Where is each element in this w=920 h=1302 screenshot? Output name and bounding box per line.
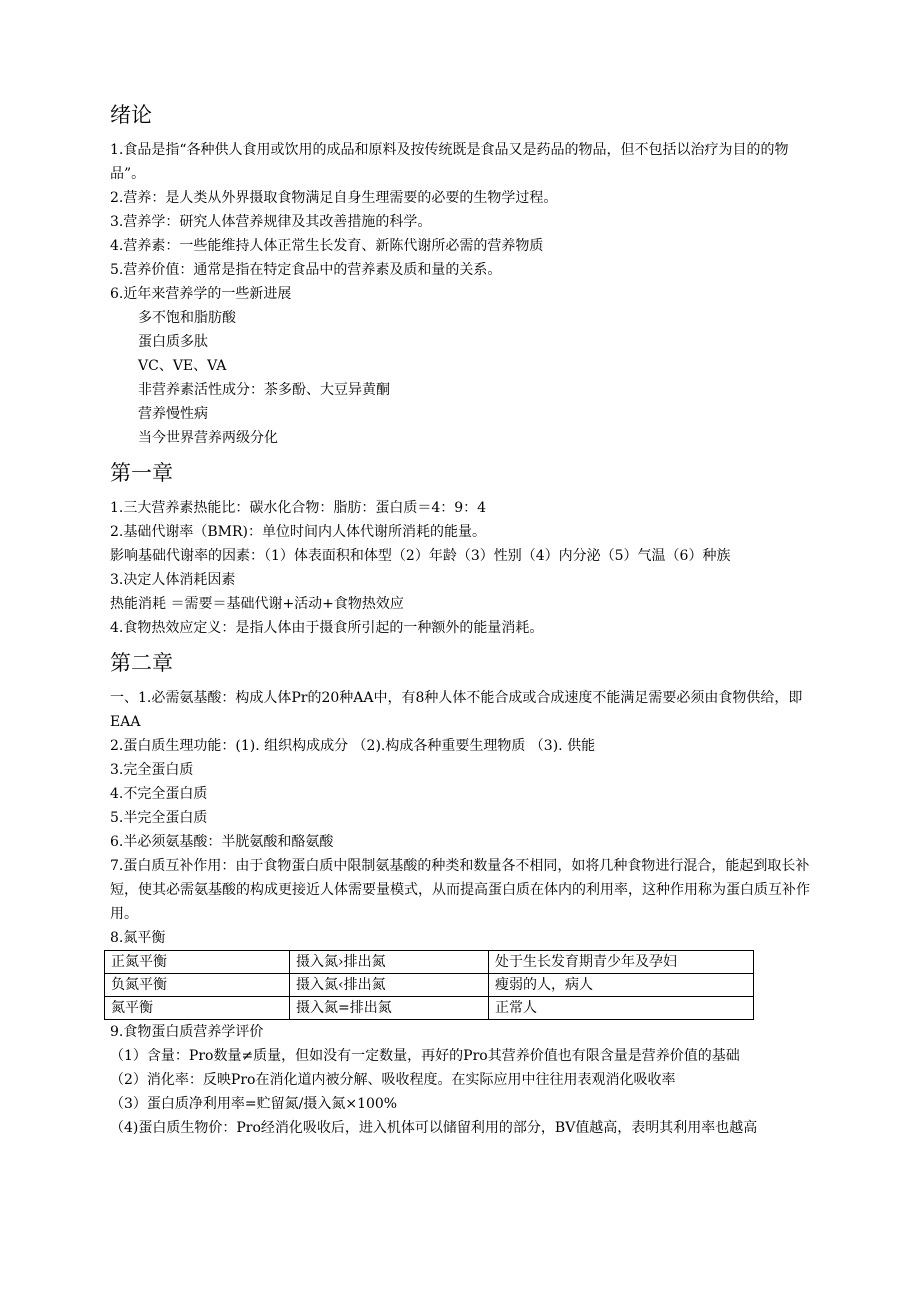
chapter2-item-8: 8.氮平衡: [110, 930, 166, 946]
intro-sub-item-2: 蛋白质多肽: [138, 334, 208, 350]
table-cell: 正氮平衡: [105, 951, 290, 974]
chapter2-after-item-1: 9.食物蛋白质营养学评价: [110, 1024, 264, 1040]
document-page: [110, 92, 815, 1140]
chapter1-item-5: 热能消耗 ＝需要＝基础代谢+活动+食物热效应: [110, 596, 404, 612]
table-row: [105, 974, 754, 997]
chapter2-after-item-3: （2）消化率：反映Pro在消化道内被分解、吸收程度。在实际应用中往往用表观消化吸收率: [110, 1072, 676, 1088]
chapter1-heading: 第一章: [110, 461, 173, 485]
intro-sub-item-4: 非营养素活性成分：茶多酚、大豆异黄酮: [138, 382, 390, 398]
table-row: [105, 951, 754, 974]
intro-item-2: 2.营养：是人类从外界摄取食物满足自身生理需要的必要的生物学过程。: [110, 190, 558, 206]
chapter1-item-4: 3.决定人体消耗因素: [110, 572, 236, 588]
table-cell: 摄入氮=排出氮: [290, 997, 489, 1020]
chapter2-after-item-4: （3）蛋白质净利用率=贮留氮/摄入氮×100%: [110, 1096, 398, 1112]
chapter2-item-6: 6.半必须氨基酸：半胱氨酸和酪氨酸: [110, 834, 334, 850]
intro-item-3: 3.营养学：研究人体营养规律及其改善措施的科学。: [110, 214, 432, 230]
intro-sub-item-3: VC、VE、VA: [138, 358, 227, 374]
chapter1-item-2: 2.基础代谢率（BMR)：单位时间内人体代谢所消耗的能量。: [110, 524, 486, 540]
intro-sub-item-1: 多不饱和脂肪酸: [138, 310, 236, 326]
table-cell: 负氮平衡: [105, 974, 290, 997]
intro-item-1: 1.食品是指“各种供人食用或饮用的成品和原料及按传统既是食品又是药品的物品，但不包括以治疗为目的的物品”。: [110, 142, 789, 182]
chapter1-item-3: 影响基础代谢率的因素：（1）体表面积和体型（2）年龄（3）性别（4）内分泌（5）气温（6）种族: [110, 548, 731, 564]
table-cell: 摄入氮›排出氮: [290, 951, 489, 974]
table-cell: 氮平衡: [105, 997, 290, 1020]
intro-sub-item-5: 营养慢性病: [138, 406, 208, 422]
intro-item-5: 5.营养价值：通常是指在特定食品中的营养素及质和量的关系。: [110, 262, 502, 278]
table-cell: 瘦弱的人，病人: [489, 974, 754, 997]
chapter1-item-1: 1.三大营养素热能比：碳水化合物：脂肪：蛋白质＝4：9：4: [110, 500, 487, 516]
chapter1-item-6: 4.食物热效应定义：是指人体由于摄食所引起的一种额外的能量消耗。: [110, 620, 544, 636]
table-cell: 处于生长发育期青少年及孕妇: [489, 951, 754, 974]
intro-sub-item-6: 当今世界营养两级分化: [138, 430, 278, 446]
chapter2-after-item-5: （4)蛋白质生物价：Pro经消化吸收后，进入机体可以储留利用的部分，BV值越高，表明其利用率也越高: [110, 1120, 758, 1136]
intro-item-6: 6.近年来营养学的一些新进展: [110, 286, 292, 302]
chapter2-item-7: 7.蛋白质互补作用：由于食物蛋白质中限制氨基酸的种类和数量各不相同，如将几种食物进行混合，能起到取长补短，使其必需氨基酸的构成更接近人体需要量模式，从而提高蛋白质在体内的利用率，这种作用称为蛋白质互补作用。: [110, 858, 810, 922]
chapter2-item-3: 3.完全蛋白质: [110, 762, 194, 778]
intro-item-4: 4.营养素：一些能维持人体正常生长发育、新陈代谢所必需的营养物质: [110, 238, 544, 254]
chapter2-item-1: 一、1.必需氨基酸：构成人体Pr的20种AA中，有8种人体不能合成或合成速度不能满足需要必须由食物供给，即EAA: [110, 690, 803, 730]
table-row: [105, 997, 754, 1020]
intro-heading: 绪论: [110, 103, 152, 127]
chapter2-item-4: 4.不完全蛋白质: [110, 786, 208, 802]
chapter2-heading: 第二章: [110, 651, 173, 675]
chapter2-item-2: 2.蛋白质生理功能：(1). 组织构成成分 （2).构成各种重要生理物质 （3). 供能: [110, 738, 596, 754]
nitrogen-balance-table: [104, 950, 754, 1020]
chapter2-item-5: 5.半完全蛋白质: [110, 810, 208, 826]
table-cell: 正常人: [489, 997, 754, 1020]
table-cell: 摄入氮‹排出氮: [290, 974, 489, 997]
chapter2-after-item-2: （1）含量：Pro数量≠质量，但如没有一定数量，再好的Pro其营养价值也有限含量是营养价值的基础: [110, 1048, 740, 1064]
